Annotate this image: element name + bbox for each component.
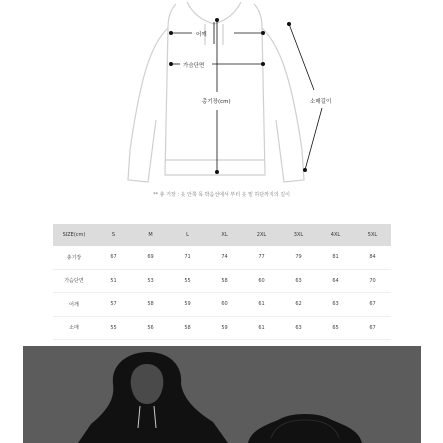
- column-header: S: [95, 224, 132, 246]
- measurement-note: ** 총 기장 : 옷 안쪽 목 박음선에서 부터 옷 밑 하단까지의 길이: [153, 192, 290, 198]
- table-cell: 71: [169, 246, 206, 269]
- table-cell: 61: [243, 316, 280, 340]
- row-label: 어깨: [53, 293, 95, 317]
- table-row: [53, 316, 391, 340]
- table-row: [53, 293, 391, 317]
- column-header: 3XL: [280, 224, 317, 246]
- table-cell: 63: [317, 293, 354, 317]
- table-cell: 58: [132, 293, 169, 317]
- table-cell: 81: [317, 246, 354, 269]
- row-label: 소매: [53, 316, 95, 340]
- table-cell: 70: [354, 269, 391, 293]
- table-cell: 55: [169, 269, 206, 293]
- table-cell: 62: [280, 293, 317, 317]
- size-table-header-row: [53, 224, 391, 246]
- table-cell: 67: [354, 293, 391, 317]
- column-header: 4XL: [317, 224, 354, 246]
- table-cell: 67: [354, 316, 391, 340]
- column-header: L: [169, 224, 206, 246]
- table-cell: 53: [132, 269, 169, 293]
- table-cell: 55: [95, 316, 132, 340]
- table-cell: 74: [206, 246, 243, 269]
- table-cell: 57: [95, 293, 132, 317]
- size-table: [53, 224, 391, 340]
- table-cell: 77: [243, 246, 280, 269]
- table-cell: 60: [243, 269, 280, 293]
- hoodie-photo-illustration: [23, 346, 421, 443]
- table-cell: 63: [280, 316, 317, 340]
- chest-label: 가슴단면: [183, 63, 205, 69]
- table-cell: 58: [169, 316, 206, 340]
- table-cell: 59: [169, 293, 206, 317]
- total-length-label: 총기장(cm): [202, 99, 231, 105]
- table-cell: 58: [206, 269, 243, 293]
- product-photo: [23, 346, 421, 443]
- table-cell: 69: [132, 246, 169, 269]
- table-cell: 65: [317, 316, 354, 340]
- column-header: M: [132, 224, 169, 246]
- table-cell: 59: [206, 316, 243, 340]
- column-header: 5XL: [354, 224, 391, 246]
- table-cell: 64: [317, 269, 354, 293]
- table-cell: 51: [95, 269, 132, 293]
- row-label: 총기장: [53, 246, 95, 269]
- shoulder-label: 어깨: [196, 32, 207, 38]
- table-row: [53, 246, 391, 269]
- table-cell: 61: [243, 293, 280, 317]
- column-header: XL: [206, 224, 243, 246]
- sleeve-label: 소매길이: [310, 99, 332, 105]
- table-cell: 79: [280, 246, 317, 269]
- table-row: [53, 269, 391, 293]
- table-cell: 60: [206, 293, 243, 317]
- row-label: 가슴단면: [53, 269, 95, 293]
- table-cell: 56: [132, 316, 169, 340]
- table-cell: 84: [354, 246, 391, 269]
- column-header: 2XL: [243, 224, 280, 246]
- back-hoodie-shape: [248, 414, 362, 443]
- table-cell: 67: [95, 246, 132, 269]
- table-cell: 63: [280, 269, 317, 293]
- column-header: SIZE(cm): [53, 224, 95, 246]
- measurement-diagram: [0, 0, 443, 200]
